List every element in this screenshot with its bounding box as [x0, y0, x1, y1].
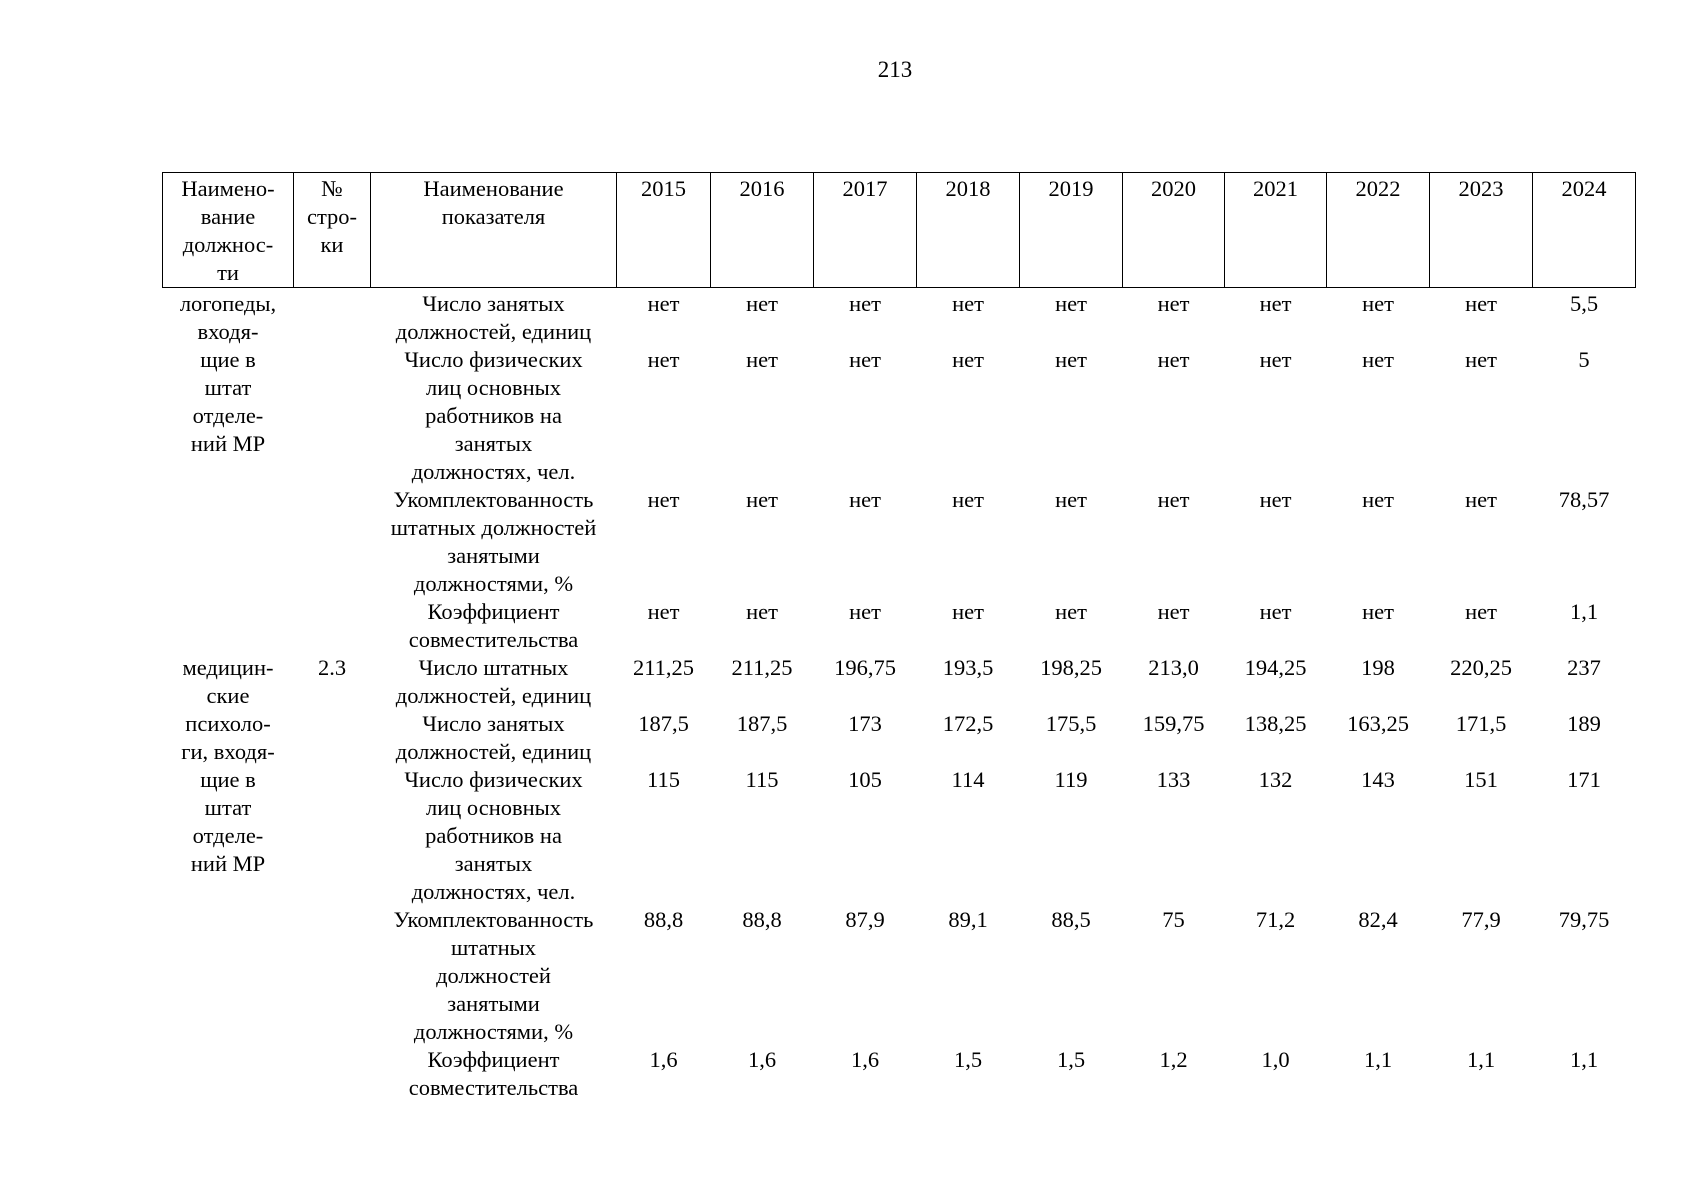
- value-cell: нет: [1157, 291, 1190, 316]
- value-cell: нет: [1259, 487, 1292, 512]
- position-name: [163, 654, 294, 1102]
- indicator-name-line: должностей: [436, 963, 551, 988]
- table-row: [163, 1046, 1636, 1102]
- header-year: 2020: [1123, 173, 1225, 288]
- value-cell: 115: [745, 767, 779, 792]
- header-year: 2015: [617, 173, 711, 288]
- indicator-name: [371, 654, 617, 710]
- indicator-name-line: лиц основных: [425, 795, 562, 820]
- header-position: [163, 173, 294, 288]
- indicator-name-line: совместительства: [408, 627, 579, 652]
- indicator-name: [371, 598, 617, 654]
- indicator-name-line: должностей, единиц: [395, 319, 592, 344]
- value-cell: нет: [1362, 347, 1394, 372]
- indicator-name-line: Коэффициент: [427, 1047, 560, 1072]
- header-year: 2017: [814, 173, 917, 288]
- value-cell: нет: [746, 347, 778, 372]
- indicator-name-line: Число физических: [404, 767, 583, 792]
- table-row: [163, 766, 1636, 906]
- indicator-name-line: Число штатных: [418, 655, 569, 680]
- position-name-line: щие в: [200, 347, 256, 372]
- value-cell: нет: [1157, 599, 1190, 624]
- header-row-number-line: стро-: [306, 204, 358, 229]
- value-cell: нет: [1259, 347, 1292, 372]
- table-header: [163, 173, 1636, 288]
- value-cell: нет: [1055, 347, 1087, 372]
- position-name-line: ний МР: [190, 851, 266, 876]
- value-cell: нет: [952, 347, 984, 372]
- value-cell: 171,5: [1455, 711, 1507, 736]
- indicator-name: [371, 288, 617, 347]
- indicator-name-line: штатных: [450, 935, 537, 960]
- value-cell: нет: [952, 487, 984, 512]
- header-year: 2023: [1430, 173, 1533, 288]
- value-cell: нет: [1465, 487, 1497, 512]
- value-cell: нет: [849, 487, 881, 512]
- header-year: 2021: [1225, 173, 1327, 288]
- value-cell: 78,57: [1558, 487, 1610, 512]
- value-cell: 5,5: [1569, 291, 1599, 316]
- indicator-name-line: должностях, чел.: [411, 879, 576, 904]
- header-year: 2024: [1533, 173, 1636, 288]
- value-cell: нет: [1055, 487, 1087, 512]
- header-row-number-line: ки: [320, 232, 344, 257]
- position-name-line: логопеды,: [179, 291, 277, 316]
- indicator-name-line: лиц основных: [425, 375, 562, 400]
- value-cell: 1,6: [850, 1047, 880, 1072]
- table-row: [163, 654, 1636, 710]
- value-cell: 213,0: [1148, 655, 1199, 680]
- value-cell: 237: [1567, 655, 1601, 680]
- value-cell: 194,25: [1244, 655, 1307, 680]
- value-cell: нет: [1157, 347, 1190, 372]
- value-cell: 77,9: [1461, 907, 1501, 932]
- value-cell: 159,75: [1142, 711, 1205, 736]
- value-cell: 88,8: [742, 907, 782, 932]
- indicator-name-line: работников на: [425, 403, 562, 428]
- row-number: [294, 288, 371, 655]
- value-cell: 171: [1567, 767, 1601, 792]
- indicator-name-line: должностей, единиц: [395, 739, 592, 764]
- value-cell: нет: [1259, 291, 1292, 316]
- value-cell: нет: [647, 347, 680, 372]
- value-cell: 1,1: [1363, 1047, 1393, 1072]
- indicator-name: [371, 766, 617, 906]
- value-cell: 211,25: [731, 655, 793, 680]
- value-cell: 151: [1464, 767, 1498, 792]
- indicator-name-line: Число занятых: [422, 291, 565, 316]
- value-cell: 175,5: [1045, 711, 1097, 736]
- value-cell: 71,2: [1255, 907, 1296, 932]
- value-cell: нет: [952, 599, 984, 624]
- header-year: 2016: [711, 173, 814, 288]
- header-row-number: [294, 173, 371, 288]
- row-number: 2.3: [317, 655, 347, 680]
- value-cell: 5: [1578, 347, 1590, 372]
- table-row: [163, 710, 1636, 766]
- value-cell: 82,4: [1358, 907, 1398, 932]
- position-name-line: штат: [204, 375, 252, 400]
- table-row: [163, 288, 1636, 347]
- value-cell: 105: [848, 767, 882, 792]
- value-cell: нет: [647, 291, 680, 316]
- indicator-name-line: штатных должностей: [390, 515, 597, 540]
- indicator-name-line: работников на: [425, 823, 562, 848]
- value-cell: нет: [849, 291, 881, 316]
- value-cell: 87,9: [845, 907, 885, 932]
- value-cell: 172,5: [942, 711, 994, 736]
- position-name-line: медицин-: [182, 655, 274, 680]
- value-cell: 115: [647, 767, 680, 792]
- indicator-name-line: Укомплектованность: [393, 907, 594, 932]
- value-cell: 193,5: [942, 655, 994, 680]
- indicator-name: [371, 486, 617, 598]
- value-cell: 163,25: [1347, 711, 1409, 736]
- header-position-line: ти: [217, 260, 239, 285]
- value-cell: 75: [1162, 907, 1185, 932]
- value-cell: 132: [1258, 767, 1293, 792]
- indicator-name-line: Число занятых: [422, 711, 565, 736]
- position-name: [163, 288, 294, 655]
- value-cell: нет: [1157, 487, 1190, 512]
- value-cell: нет: [647, 487, 680, 512]
- value-cell: 1,1: [1569, 1047, 1599, 1072]
- indicator-name-line: совместительства: [408, 1075, 579, 1100]
- table-row: [163, 906, 1636, 1046]
- header-year: 2018: [917, 173, 1020, 288]
- header-indicator: [371, 173, 617, 288]
- value-cell: 187,5: [638, 711, 689, 736]
- indicator-name-line: занятыми: [447, 991, 540, 1016]
- value-cell: 196,75: [834, 655, 896, 680]
- indicator-name: [371, 1046, 617, 1102]
- indicator-name-line: Число физических: [404, 347, 583, 372]
- value-cell: нет: [1465, 291, 1497, 316]
- indicator-name-line: занятых: [454, 851, 533, 876]
- indicator-name-line: занятых: [454, 431, 533, 456]
- header-row-number-line: №: [321, 176, 343, 201]
- table-row: [163, 346, 1636, 486]
- position-name-line: отделе-: [192, 823, 264, 848]
- header-position-line: вание: [200, 204, 256, 229]
- indicator-name-line: Коэффициент: [427, 599, 560, 624]
- value-cell: 79,75: [1558, 907, 1610, 932]
- position-name-line: входя-: [197, 319, 259, 344]
- position-name-line: ские: [206, 683, 250, 708]
- value-cell: 1,6: [649, 1047, 678, 1072]
- table-row: [163, 486, 1636, 598]
- value-cell: 173: [848, 711, 882, 736]
- value-cell: 119: [1054, 767, 1088, 792]
- header-position-line: Наимено-: [181, 176, 275, 201]
- value-cell: 187,5: [736, 711, 788, 736]
- indicator-name: [371, 710, 617, 766]
- indicator-name-line: должностях, чел.: [411, 459, 576, 484]
- value-cell: нет: [1362, 487, 1394, 512]
- position-name-line: штат: [204, 795, 252, 820]
- value-cell: 1,1: [1569, 599, 1599, 624]
- value-cell: 133: [1156, 767, 1191, 792]
- value-cell: 1,0: [1261, 1047, 1290, 1072]
- value-cell: нет: [647, 599, 680, 624]
- value-cell: 1,1: [1466, 1047, 1496, 1072]
- value-cell: нет: [1055, 291, 1087, 316]
- indicator-name-line: должностей, единиц: [395, 683, 592, 708]
- value-cell: 138,25: [1244, 711, 1307, 736]
- header-indicator-line: показателя: [441, 204, 546, 229]
- value-cell: нет: [1465, 347, 1497, 372]
- value-cell: 89,1: [948, 907, 988, 932]
- value-cell: нет: [1055, 599, 1087, 624]
- indicator-name-line: занятыми: [447, 543, 540, 568]
- value-cell: нет: [1259, 599, 1292, 624]
- value-cell: 1,5: [953, 1047, 983, 1072]
- value-cell: 198,25: [1040, 655, 1102, 680]
- position-name-line: отделе-: [192, 403, 264, 428]
- value-cell: нет: [1362, 599, 1394, 624]
- position-name-line: психоло-: [185, 711, 271, 736]
- header-indicator-line: Наименование: [423, 176, 564, 201]
- value-cell: 1,6: [747, 1047, 777, 1072]
- value-cell: 211,25: [632, 655, 695, 680]
- value-cell: 143: [1361, 767, 1395, 792]
- staffing-table: [162, 172, 1636, 1102]
- value-cell: 198: [1361, 655, 1395, 680]
- value-cell: нет: [849, 347, 881, 372]
- value-cell: 1,5: [1056, 1047, 1086, 1072]
- header-year: 2019: [1020, 173, 1123, 288]
- value-cell: 88,5: [1051, 907, 1091, 932]
- value-cell: нет: [849, 599, 881, 624]
- table-row: [163, 598, 1636, 654]
- indicator-name-line: должностями, %: [413, 1019, 574, 1044]
- value-cell: 220,25: [1450, 655, 1512, 680]
- indicator-name: [371, 346, 617, 486]
- value-cell: 1,2: [1159, 1047, 1188, 1072]
- value-cell: нет: [746, 487, 778, 512]
- value-cell: нет: [746, 291, 778, 316]
- value-cell: нет: [1465, 599, 1497, 624]
- header-year: 2022: [1327, 173, 1430, 288]
- page-number: 213: [877, 57, 913, 82]
- value-cell: нет: [1362, 291, 1394, 316]
- position-name-line: щие в: [200, 767, 256, 792]
- header-position-line: должнос-: [182, 232, 274, 257]
- value-cell: 114: [951, 767, 985, 792]
- table-body: [163, 288, 1636, 1103]
- position-name-line: ги, входя-: [181, 739, 275, 764]
- indicator-name-line: Укомплектованность: [393, 487, 594, 512]
- position-name-line: ний МР: [190, 431, 266, 456]
- value-cell: 189: [1567, 711, 1601, 736]
- value-cell: нет: [746, 599, 778, 624]
- value-cell: 88,8: [643, 907, 684, 932]
- value-cell: нет: [952, 291, 984, 316]
- indicator-name-line: должностями, %: [413, 571, 574, 596]
- indicator-name: [371, 906, 617, 1046]
